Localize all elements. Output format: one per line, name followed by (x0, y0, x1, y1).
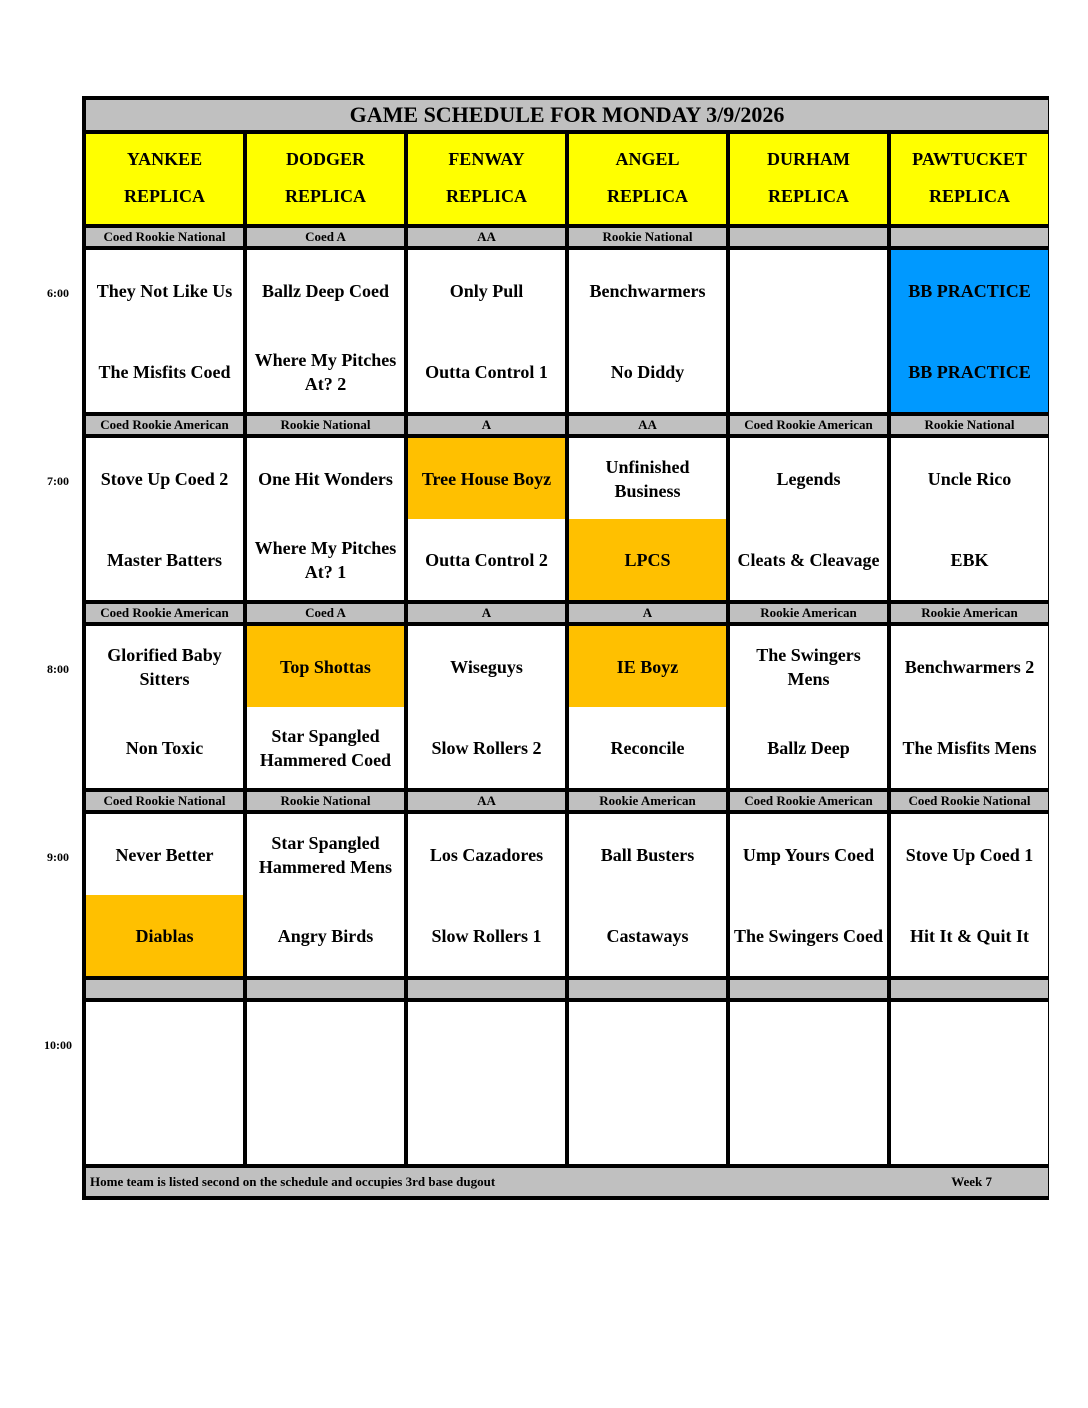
division-label: Rookie American (730, 604, 887, 622)
field-name: DURHAM (767, 149, 850, 169)
division-label: Coed Rookie American (86, 604, 243, 622)
division-label: Coed Rookie National (86, 792, 243, 810)
home-team-note: Home team is listed second on the schedule and occupies 3rd base dugout (90, 1174, 496, 1189)
field-header (730, 134, 887, 224)
home-team: Ballz Deep (730, 707, 887, 788)
empty-cell (730, 1002, 887, 1164)
away-team: Benchwarmers (569, 250, 726, 331)
home-team: Star Spangled Hammered Coed (247, 707, 404, 788)
division-label: AA (408, 228, 565, 246)
division-label: Coed Rookie American (730, 792, 887, 810)
away-team: Star Spangled Hammered Mens (247, 814, 404, 895)
home-team: LPCS (569, 519, 726, 600)
empty-cell (891, 1002, 1048, 1164)
home-team: Diablas (86, 895, 243, 976)
division-label: Rookie American (569, 792, 726, 810)
away-team: BB PRACTICE (891, 250, 1048, 331)
away-team: Ball Busters (569, 814, 726, 895)
home-team: Where My Pitches At? 1 (247, 519, 404, 600)
home-team: The Misfits Coed (86, 331, 243, 412)
home-team: Slow Rollers 1 (408, 895, 565, 976)
division-label: AA (408, 792, 565, 810)
home-team: The Swingers Coed (730, 895, 887, 976)
division-label: Rookie National (247, 792, 404, 810)
field-header (86, 134, 243, 224)
field-name: ANGEL (615, 149, 680, 169)
field-header (891, 134, 1048, 224)
division-label: A (408, 604, 565, 622)
home-team: Castaways (569, 895, 726, 976)
away-team: Los Cazadores (408, 814, 565, 895)
time-label: 7:00 (47, 474, 69, 488)
spacer-cell (569, 980, 726, 998)
away-team: Wiseguys (408, 626, 565, 707)
empty-cell (730, 250, 887, 412)
home-team: Outta Control 1 (408, 331, 565, 412)
home-team: Hit It & Quit It (891, 895, 1048, 976)
time-label: 8:00 (47, 662, 69, 676)
home-team: Reconcile (569, 707, 726, 788)
away-team: Only Pull (408, 250, 565, 331)
empty-cell (247, 1002, 404, 1164)
field-name: FENWAY (448, 149, 525, 169)
division-label: Coed Rookie National (891, 792, 1048, 810)
home-team: Angry Birds (247, 895, 404, 976)
field-subtitle: REPLICA (284, 186, 366, 206)
spacer-cell (86, 980, 243, 998)
home-team: BB PRACTICE (891, 331, 1048, 412)
division-label: Rookie National (247, 416, 404, 434)
away-team: One Hit Wonders (247, 438, 404, 519)
time-label: 9:00 (47, 850, 69, 864)
week-label: Week 7 (951, 1174, 992, 1189)
field-subtitle: REPLICA (123, 186, 205, 206)
footer-note (86, 1168, 1048, 1196)
division-label: A (569, 604, 726, 622)
field-subtitle: REPLICA (767, 186, 849, 206)
field-subtitle: REPLICA (928, 186, 1010, 206)
field-header (247, 134, 404, 224)
away-team: Uncle Rico (891, 438, 1048, 519)
division-label (891, 228, 1048, 246)
away-team: Unfinished Business (569, 438, 726, 519)
division-label: AA (569, 416, 726, 434)
home-team: The Misfits Mens (891, 707, 1048, 788)
division-label: Rookie National (569, 228, 726, 246)
division-label: Rookie National (891, 416, 1048, 434)
field-subtitle: REPLICA (445, 186, 527, 206)
spacer-cell (408, 980, 565, 998)
field-subtitle: REPLICA (606, 186, 688, 206)
division-label: Coed Rookie National (86, 228, 243, 246)
home-team: Outta Control 2 (408, 519, 565, 600)
schedule-table (82, 96, 1049, 1200)
away-team: Glorified Baby Sitters (86, 626, 243, 707)
away-team: Stove Up Coed 1 (891, 814, 1048, 895)
away-team: Ump Yours Coed (730, 814, 887, 895)
home-team: Master Batters (86, 519, 243, 600)
home-team: Where My Pitches At? 2 (247, 331, 404, 412)
division-label: Coed Rookie American (730, 416, 887, 434)
away-team: Top Shottas (247, 626, 404, 707)
home-team: Non Toxic (86, 707, 243, 788)
away-team: Ballz Deep Coed (247, 250, 404, 331)
division-label: Coed A (247, 604, 404, 622)
field-header (569, 134, 726, 224)
empty-cell (86, 1002, 243, 1164)
division-label: Coed Rookie American (86, 416, 243, 434)
spacer-cell (247, 980, 404, 998)
away-team: Stove Up Coed 2 (86, 438, 243, 519)
division-label: A (408, 416, 565, 434)
away-team: They Not Like Us (86, 250, 243, 331)
field-name: YANKEE (126, 149, 203, 169)
page-title: GAME SCHEDULE FOR MONDAY 3/9/2026 (86, 100, 1048, 130)
field-name: DODGER (285, 149, 365, 169)
spacer-cell (730, 980, 887, 998)
away-team: Tree House Boyz (408, 438, 565, 519)
time-label: 6:00 (47, 286, 69, 300)
home-team: Slow Rollers 2 (408, 707, 565, 788)
field-header (408, 134, 565, 224)
away-team: Legends (730, 438, 887, 519)
away-team: Never Better (86, 814, 243, 895)
division-label (730, 228, 887, 246)
spacer-cell (891, 980, 1048, 998)
time-label: 10:00 (44, 1038, 72, 1052)
empty-cell (408, 1002, 565, 1164)
away-team: The Swingers Mens (730, 626, 887, 707)
division-label: Coed A (247, 228, 404, 246)
home-team: No Diddy (569, 331, 726, 412)
empty-cell (569, 1002, 726, 1164)
home-team: EBK (891, 519, 1048, 600)
home-team: Cleats & Cleavage (730, 519, 887, 600)
field-name: PAWTUCKET (912, 149, 1027, 169)
away-team: Benchwarmers 2 (891, 626, 1048, 707)
division-label: Rookie American (891, 604, 1048, 622)
away-team: IE Boyz (569, 626, 726, 707)
